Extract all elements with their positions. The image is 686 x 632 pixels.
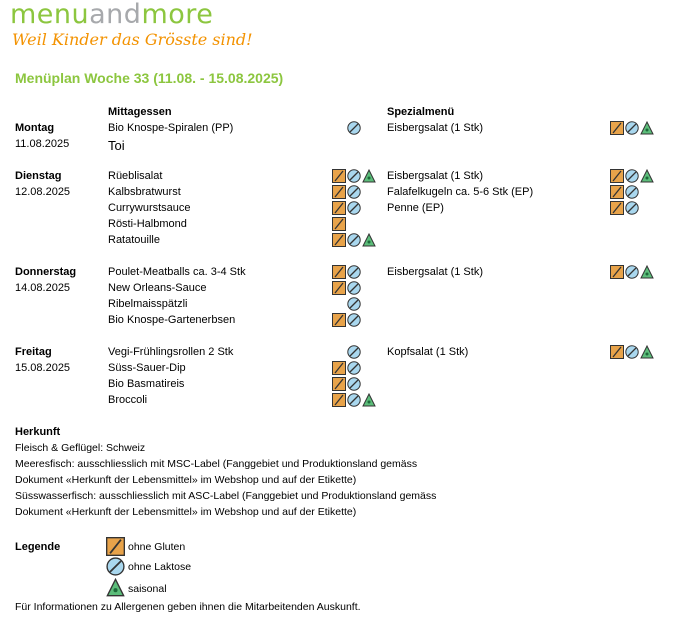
main-dish-icons <box>332 361 361 375</box>
lactose-free-icon <box>106 557 125 579</box>
gluten-free-icon <box>332 393 346 407</box>
special-dish-icons <box>610 185 639 199</box>
main-dish-icons <box>332 217 346 231</box>
day-date: 15.08.2025 <box>15 362 71 374</box>
allergen-footer: Für Informationen zu Allergenen geben ihnen die Mitarbeitenden Auskunft. <box>15 601 361 613</box>
day-name: Donnerstag <box>15 266 77 278</box>
main-dish-icons <box>347 345 361 359</box>
lactose-free-icon <box>625 169 639 183</box>
special-dish: Falafelkugeln ca. 5-6 Stk (EP) <box>387 186 534 198</box>
gluten-free-icon <box>332 281 346 295</box>
special-dish: Kopfsalat (1 Stk) <box>387 346 469 358</box>
column-header-main: Mittagessen <box>108 106 172 118</box>
lactose-free-icon <box>347 121 361 135</box>
lactose-free-icon <box>347 297 361 311</box>
gluten-free-icon <box>610 169 624 183</box>
legend-label-lactose: ohne Laktose <box>128 561 192 573</box>
lactose-free-icon <box>347 377 361 391</box>
brand-name <box>10 0 213 30</box>
main-dish-icons <box>332 169 376 183</box>
main-dish: Currywurstsauce <box>108 202 191 214</box>
seasonal-icon <box>640 265 654 279</box>
lactose-free-icon <box>625 265 639 279</box>
main-dish: Bio Knospe-Spiralen (PP) <box>108 122 234 134</box>
legend-label-seasonal: saisonal <box>128 583 167 595</box>
special-dish: Eisbergsalat (1 Stk) <box>387 122 483 134</box>
special-dish-icons <box>610 265 654 279</box>
special-dish: Eisbergsalat (1 Stk) <box>387 266 483 278</box>
special-dish: Eisbergsalat (1 Stk) <box>387 170 483 182</box>
origin-line: Dokument «Herkunft der Lebensmittel» im Webshop und auf der Etikette) <box>15 506 357 518</box>
page-title: Menüplan Woche 33 (11.08. - 15.08.2025) <box>15 70 284 86</box>
gluten-free-icon <box>610 121 624 135</box>
main-dish-icons <box>332 377 361 391</box>
origin-line: Fleisch & Geflügel: Schweiz <box>15 442 146 454</box>
main-dish: Bio Basmatireis <box>108 378 185 390</box>
lactose-free-icon <box>625 185 639 199</box>
origin-line: Dokument «Herkunft der Lebensmittel» im Webshop und auf der Etikette) <box>15 474 357 486</box>
gluten-free-icon <box>610 265 624 279</box>
lactose-free-icon <box>347 393 361 407</box>
main-dish: Ratatouille <box>108 234 160 246</box>
gluten-free-icon <box>332 233 346 247</box>
gluten-free-icon <box>332 169 346 183</box>
main-dish-icons <box>332 201 361 215</box>
lactose-free-icon <box>347 313 361 327</box>
brand-name-and: and <box>89 0 142 30</box>
main-dish: Vegi-Frühlingsrollen 2 Stk <box>108 346 234 358</box>
seasonal-icon <box>640 169 654 183</box>
main-dish-icons <box>347 121 361 135</box>
lactose-free-icon <box>347 233 361 247</box>
main-dish: Rüeblisalat <box>108 170 163 182</box>
brand-name-more: more <box>141 0 214 30</box>
gluten-free-icon <box>332 265 346 279</box>
day-name: Montag <box>15 122 55 134</box>
main-dish: Broccoli <box>108 394 148 406</box>
lactose-free-icon <box>347 201 361 215</box>
gluten-free-icon <box>106 537 125 559</box>
gluten-free-icon <box>332 201 346 215</box>
lactose-free-icon <box>347 281 361 295</box>
day-date: 12.08.2025 <box>15 186 71 198</box>
gluten-free-icon <box>332 313 346 327</box>
gluten-free-icon <box>610 345 624 359</box>
main-dish: Toi <box>108 138 125 153</box>
seasonal-icon <box>106 578 125 600</box>
origin-line: Süsswasserfisch: ausschliesslich mit ASC-Label (Fanggebiet und Produktionsland gemäss <box>15 490 437 502</box>
lactose-free-icon <box>347 265 361 279</box>
special-dish-icons <box>610 169 654 183</box>
column-header-special: Spezialmenü <box>387 106 455 118</box>
day-name: Dienstag <box>15 170 62 182</box>
special-dish: Penne (EP) <box>387 202 444 214</box>
seasonal-icon <box>362 393 376 407</box>
main-dish: Ribelmaisspätzli <box>108 298 188 310</box>
gluten-free-icon <box>332 377 346 391</box>
special-dish-icons <box>610 201 639 215</box>
lactose-free-icon <box>347 185 361 199</box>
main-dish-icons <box>332 313 361 327</box>
main-dish: Süss-Sauer-Dip <box>108 362 186 374</box>
main-dish: New Orleans-Sauce <box>108 282 207 294</box>
special-dish-icons <box>610 121 654 135</box>
lactose-free-icon <box>625 201 639 215</box>
main-dish-icons <box>332 233 376 247</box>
lactose-free-icon <box>347 169 361 183</box>
main-dish-icons <box>332 393 376 407</box>
seasonal-icon <box>362 233 376 247</box>
gluten-free-icon <box>610 201 624 215</box>
lactose-free-icon <box>347 345 361 359</box>
gluten-free-icon <box>610 185 624 199</box>
legend-heading: Legende <box>15 541 61 553</box>
day-date: 11.08.2025 <box>15 138 70 150</box>
lactose-free-icon <box>625 121 639 135</box>
main-dish-icons <box>332 265 361 279</box>
seasonal-icon <box>362 169 376 183</box>
gluten-free-icon <box>332 361 346 375</box>
gluten-free-icon <box>332 185 346 199</box>
seasonal-icon <box>640 345 654 359</box>
main-dish: Poulet-Meatballs ca. 3-4 Stk <box>108 266 246 278</box>
brand-tagline: Weil Kinder das Grösste sind! <box>12 30 253 49</box>
main-dish: Rösti-Halbmond <box>108 218 187 230</box>
special-dish-icons <box>610 345 654 359</box>
main-dish-icons <box>332 281 361 295</box>
seasonal-icon <box>640 121 654 135</box>
legend-label-gluten: ohne Gluten <box>128 541 186 553</box>
day-name: Freitag <box>15 346 52 358</box>
day-date: 14.08.2025 <box>15 282 71 294</box>
main-dish: Bio Knospe-Gartenerbsen <box>108 314 236 326</box>
lactose-free-icon <box>347 361 361 375</box>
main-dish: Kalbsbratwurst <box>108 186 181 198</box>
gluten-free-icon <box>332 217 346 231</box>
main-dish-icons <box>347 297 361 311</box>
brand-name-menu: menu <box>10 0 90 30</box>
origin-heading: Herkunft <box>15 426 61 438</box>
main-dish-icons <box>332 185 361 199</box>
brand-logo <box>10 0 253 49</box>
origin-line: Meeresfisch: ausschliesslich mit MSC-Label (Fanggebiet und Produktionsland gemäss <box>15 458 418 470</box>
lactose-free-icon <box>625 345 639 359</box>
